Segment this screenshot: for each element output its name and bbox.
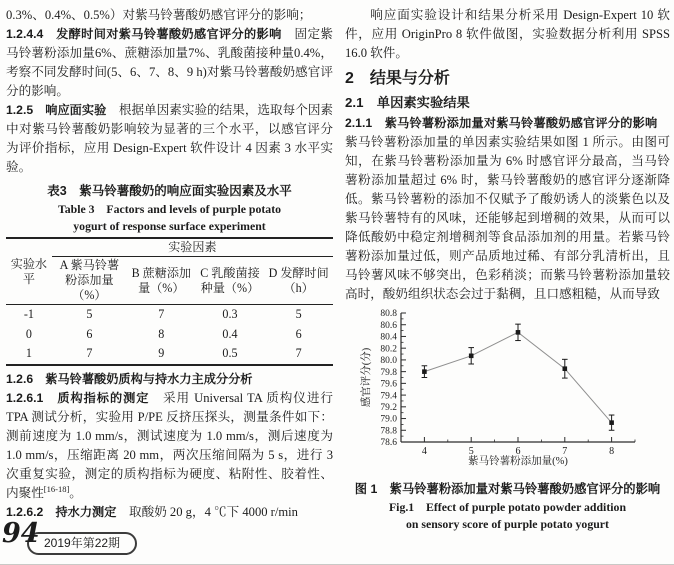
table-header-d: D 发酵时间（h） <box>264 257 333 305</box>
table-cell: 1 <box>25 346 32 360</box>
section-1244-text: 固定紫马铃薯粉添加量6%、蔗糖添加量7%、乳酸菌接种量0.4%，考察不同发酵时间(5、6、7、8、9 h)对紫马铃薯酸奶感官评分的影响。 <box>6 27 333 98</box>
issue-badge: 2019年第22期 <box>27 532 137 555</box>
svg-text:79.0: 79.0 <box>380 414 397 425</box>
svg-text:79.6: 79.6 <box>380 379 397 390</box>
svg-text:80.4: 80.4 <box>380 332 397 343</box>
svg-text:78.8: 78.8 <box>380 426 397 437</box>
table-header-a: A 紫马铃薯粉添加量（%） <box>52 257 127 305</box>
table-cell: 6 <box>295 326 302 341</box>
table-row <box>6 325 333 345</box>
section-1261-text: 采用 Universal TA 质构仪进行 TPA 测试分析，实验用 P/PE 反挤压探头，测量条件如下：测前速度为 1.0 mm/s，测试速度为 1.0 mm/s，测后速度为 1.0 mm/s，压缩距离 20 mm，两次压缩间隔为 5 s，进行 3 次重复实验，测定的质构指标为硬度、粘附性、胶着性、内聚性 <box>6 390 333 500</box>
figure1-caption-zh: 图 1 紫马铃薯粉添加量对紫马铃薯酸奶感官评分的影响 <box>354 482 661 496</box>
table-header-c: C 乳酸菌接种量（%） <box>196 257 265 305</box>
table3-title-en-line1: Table 3 Factors and levels of purple potato <box>57 202 282 216</box>
table-cell: 0 <box>25 326 32 341</box>
table-cell: 0.5 <box>222 346 238 360</box>
svg-text:感官评分(分): 感官评分(分) <box>361 347 372 408</box>
section-1262-text: 取酸奶 20 g，4 ℃下 4000 r/min <box>116 504 298 519</box>
svg-text:紫马铃薯粉添加量(%): 紫马铃薯粉添加量(%) <box>468 456 568 467</box>
figure1-caption-en-line2: on sensory score of purple potato yogurt <box>406 517 609 531</box>
section-1261-heading: 1.2.6.1 质构指标的测定 <box>6 390 150 405</box>
citation-superscript: [16-18] <box>43 483 70 494</box>
svg-text:8: 8 <box>609 446 615 457</box>
figure1-caption-en-line1: Fig.1 Effect of purple potato powder addition <box>388 500 627 514</box>
section-125-text: 根据单因素实验的结果，选取每个因素中对紫马铃薯酸奶影响较为显著的三个水平，以感官评分为评价指标，应用 Design-Expert 软件设计 4 因素 3 水平实验。 <box>6 103 334 174</box>
section-126 <box>6 370 333 389</box>
section-1262 <box>6 503 333 522</box>
table-cell: 5 <box>86 307 93 321</box>
section-126-heading: 1.2.6 紫马铃薯酸奶质构与持水力主成分分析 <box>6 371 253 386</box>
table-cell: 6 <box>86 326 93 341</box>
heading-single-factor: 2.1 单因素实验结果 <box>345 95 470 110</box>
svg-text:79.4: 79.4 <box>380 391 397 402</box>
section-1262-heading: 1.2.6.2 持水力测定 <box>6 504 117 519</box>
table-cell: -1 <box>23 307 34 321</box>
svg-text:79.2: 79.2 <box>380 403 397 414</box>
section-1261 <box>6 389 333 503</box>
table3-title-en-line2: yogurt of response surface experiment <box>73 218 266 233</box>
svg-text:79.8: 79.8 <box>380 367 397 378</box>
table-cell: 0.3 <box>222 307 238 321</box>
right-column <box>345 6 670 533</box>
section-1261-text-end: 。 <box>69 485 82 500</box>
table-cell: 7 <box>295 346 302 360</box>
table-row <box>6 305 333 325</box>
table-cell: 5 <box>295 307 302 321</box>
table-row <box>6 238 333 257</box>
section-1244-heading: 1.2.4.4 发酵时间对紫马铃薯酸奶感官评分的影响 <box>6 27 282 41</box>
svg-text:80.0: 80.0 <box>380 356 397 367</box>
table-cell: 7 <box>158 307 165 321</box>
section-211 <box>345 114 670 304</box>
svg-text:7: 7 <box>562 446 568 457</box>
section-211-heading: 2.1.1 紫马铃薯粉添加量对紫马铃薯酸奶感官评分的影响 <box>345 116 658 130</box>
paragraph-continuation: 0.3%、0.4%、0.5%）对紫马铃薯酸奶感官评分的影响； <box>6 8 312 22</box>
svg-text:6: 6 <box>515 446 521 457</box>
left-column <box>6 6 333 522</box>
table-row <box>6 344 333 365</box>
table3-title-zh: 表3 紫马铃薯酸奶的响应面实验因素及水平 <box>47 184 292 198</box>
heading-results: 2 结果与分析 <box>345 70 450 87</box>
section-1244 <box>6 25 333 101</box>
section-125-heading: 1.2.5 响应面实验 <box>6 103 107 117</box>
table-row <box>6 257 333 305</box>
table-cell: 9 <box>158 346 165 360</box>
section-125 <box>6 101 333 177</box>
section-211-text: 紫马铃薯粉添加量的单因素实验结果如图 1 所示。由图可知，在紫马铃薯粉添加量为 6% 时感官评分最高，当马铃薯粉添加量超过 6% 时，紫马铃薯酸奶的感官评分逐渐降低。紫马铃薯粉的添加不仅赋予了酸奶诱人的淡紫色以及紫马铃薯特有的风味，还能够起到增稠的效果，从而可以降低酸奶中稳定剂增稠剂等食品添加剂的用量。若紫马铃薯粉添加量过低，则产品质地过稀、有部分乳清析出，且马铃薯风味不够突出，色彩稍淡；而紫马铃薯粉添加量较高时，酸奶组织状态会过于黏稠，且口感粗糙，从而导致 <box>345 116 670 301</box>
table-cell: 7 <box>86 346 93 360</box>
svg-text:80.6: 80.6 <box>380 320 397 331</box>
table-span-header: 实验因素 <box>52 238 333 257</box>
table-header-level: 实验水平 <box>6 238 52 305</box>
table-header-b: B 蔗糖添加量（%） <box>127 257 196 305</box>
svg-text:80.8: 80.8 <box>380 309 397 320</box>
svg-text:5: 5 <box>468 446 474 457</box>
sensory-score-chart <box>357 306 649 470</box>
software-paragraph: 响应面实验设计和结果分析采用 Design-Expert 10 软件，应用 OriginPro 8 软件做图，实验数据分析利用 SPSS 16.0 软件。 <box>345 8 670 60</box>
page-number: 94 <box>2 518 40 549</box>
figure1 <box>357 306 649 475</box>
table3-factors-levels <box>6 237 333 366</box>
table-cell: 0.4 <box>222 326 238 341</box>
table-cell: 8 <box>158 326 165 341</box>
svg-text:78.6: 78.6 <box>380 438 397 449</box>
svg-text:80.2: 80.2 <box>380 344 397 355</box>
svg-text:4: 4 <box>421 446 427 457</box>
